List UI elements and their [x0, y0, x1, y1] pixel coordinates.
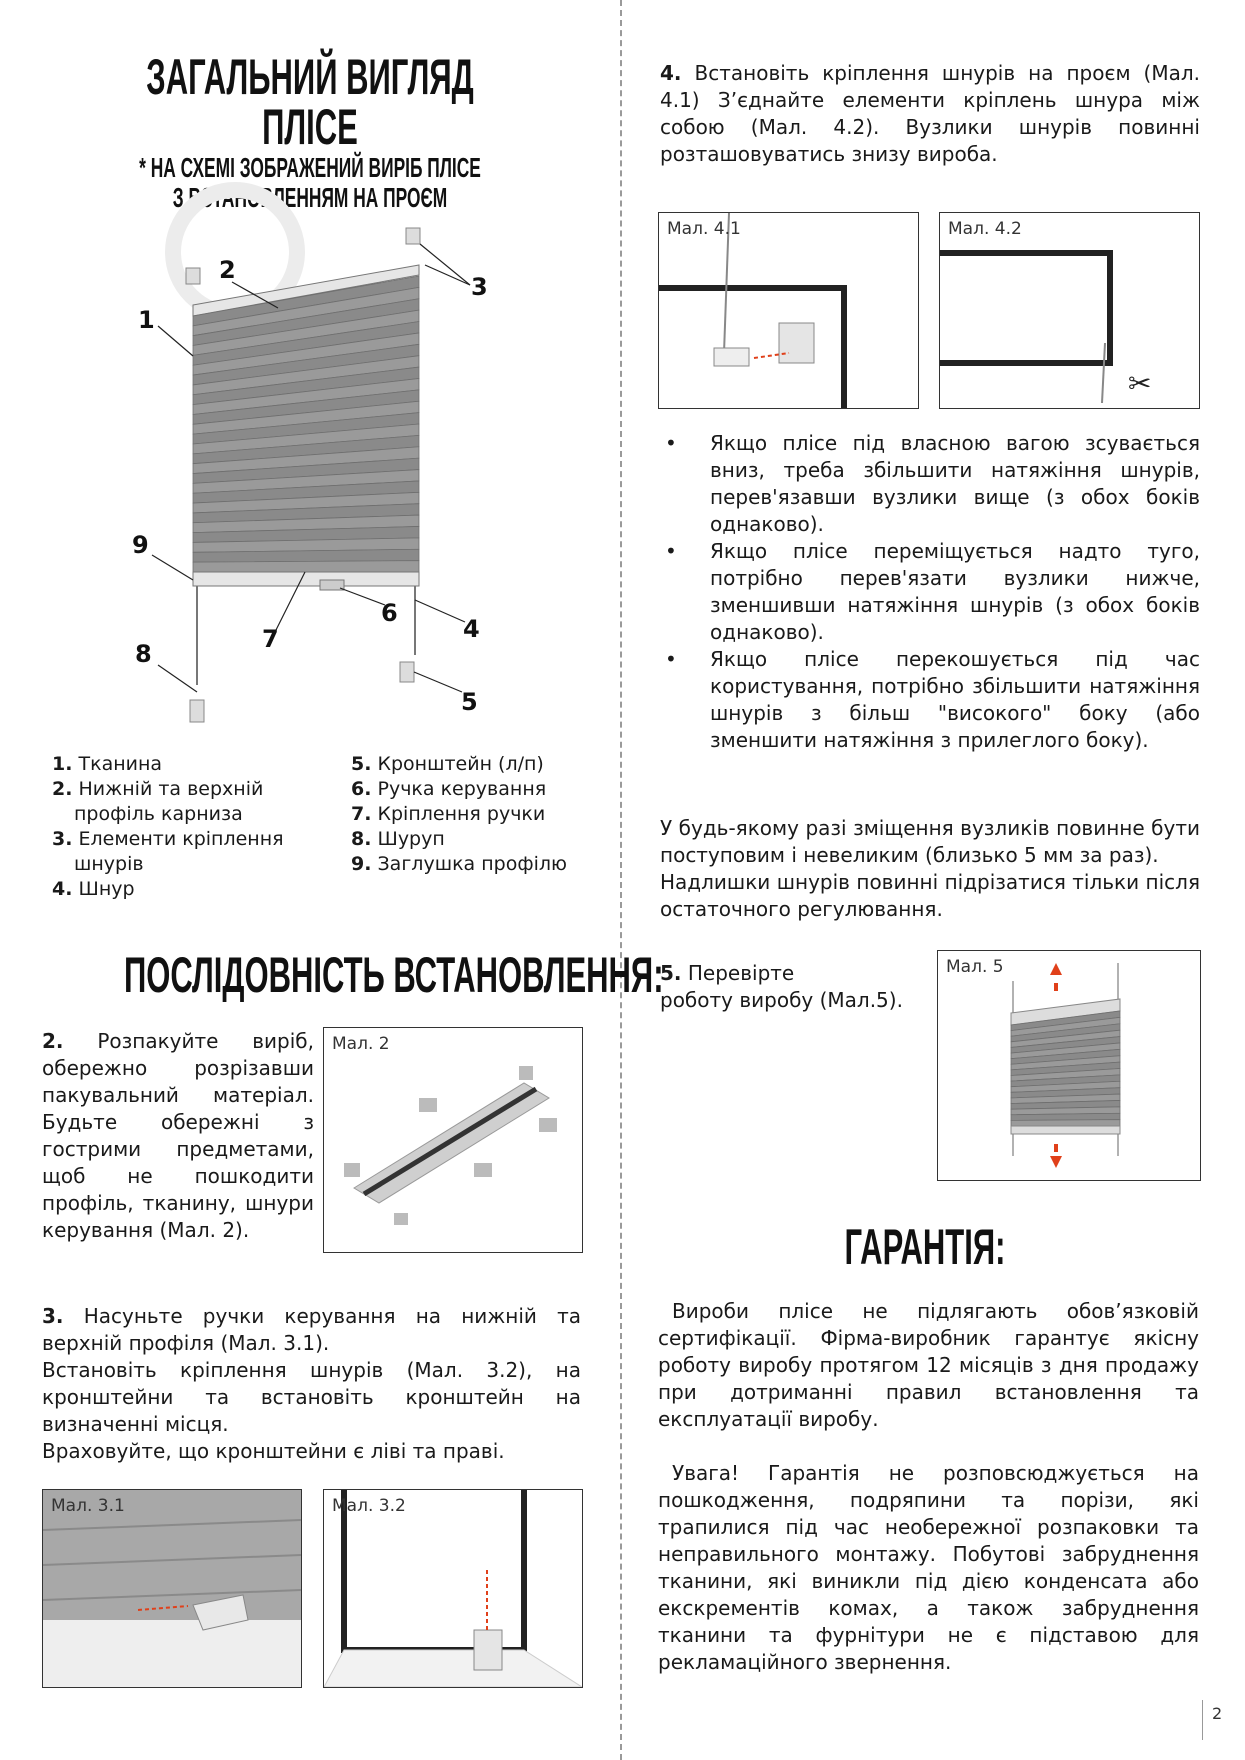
- figure-caption: Мал. 2: [332, 1034, 390, 1054]
- callout-4: 4: [463, 615, 480, 643]
- pleat: [193, 561, 419, 572]
- step-5-text: 5. Перевірте роботу виробу (Мал.5).: [660, 961, 903, 1012]
- figure-caption: Мал. 4.1: [667, 219, 741, 239]
- cord-mount-illustration: [659, 213, 918, 408]
- handle-on-profile-illustration: [43, 1490, 301, 1687]
- adjustment-bullets: [665, 430, 1200, 754]
- bracket-right: [400, 662, 414, 682]
- adjustment-note: У будь-якому разі зміщення вузликів повинне бути поступовим і невеликим (близько 5 мм за раз). Надлишки шнурів повинні підрізатися тільки після остаточного регулювання.: [660, 816, 1200, 921]
- figure-caption: Мал. 3.1: [51, 1496, 125, 1516]
- scissors-icon: ✂: [1128, 367, 1152, 400]
- legend-item: 7. Кріплення ручки: [351, 803, 546, 825]
- warranty-title: ГАРАНТІЯ:: [844, 1219, 1006, 1275]
- step-3-text: 3. Насуньте ручки керування на нижній та верхній профіля (Мал. 3.1). Встановіть кріплення шнурів (Мал. 3.2), на кронштейни та встановіть кронштейн на визначенні місця. Враховуйте, що кронштейни є ліві та праві.: [42, 1304, 581, 1463]
- figure-4-1: [658, 212, 919, 409]
- note-line: З ВСТАНОВЛЕННЯМ НА ПРОЄМ: [172, 182, 448, 213]
- step-2-text: 2. Розпакуйте виріб, обережно розрізавши пакувальний матеріал. Будьте обережні з гострими предметами, щоб не пошкодити профіль, тканину, шнури керування (Мал. 2).: [42, 1029, 314, 1242]
- pleat: [1011, 1120, 1120, 1126]
- callout-6: 6: [381, 599, 398, 627]
- figure-5: [937, 950, 1201, 1181]
- legend-right: [351, 752, 611, 877]
- page-number-rule: [1202, 1700, 1203, 1740]
- callout-8: 8: [135, 640, 152, 668]
- legend-item: 2. Нижній та верхній: [52, 778, 264, 800]
- callout-3: 3: [471, 273, 488, 301]
- arrow-down-icon: [1050, 1156, 1062, 1168]
- figure-4-2: [939, 212, 1200, 409]
- title-line: ПЛІСЕ: [262, 99, 358, 155]
- bullet-item: • Якщо плісе перекошується під час користування, потрібно збільшити натяжіння шнурів з більш "високого" боку (або зменшити натяжіння з прилеглого боку).: [665, 647, 1200, 752]
- legend-item: 1. Тканина: [52, 753, 163, 775]
- plisse-overview-diagram: [0, 0, 620, 760]
- callout-1: 1: [138, 306, 155, 334]
- page-number: 2: [1212, 1704, 1223, 1723]
- legend-item-cont: профіль карниза: [74, 803, 243, 825]
- legend-left: [52, 752, 322, 902]
- figure-2: [323, 1027, 583, 1253]
- figure-caption: Мал. 3.2: [332, 1496, 406, 1516]
- legend-item: 8. Шуруп: [351, 828, 445, 850]
- legend-item: 4. Шнур: [52, 878, 135, 900]
- bottom-profile: [193, 572, 419, 586]
- bullet-item: • Якщо плісе під власною вагою зсувається вниз, треба збільшити натяжіння шнурів, перев'язавши вузлики вище (з обох боків однаково).: [665, 431, 1200, 536]
- callout-9: 9: [132, 531, 149, 559]
- fabric: [1011, 1011, 1120, 1126]
- legend-item: 9. Заглушка профілю: [351, 853, 568, 875]
- cord-cut-illustration: [940, 213, 1199, 408]
- figure-caption: Мал. 5: [946, 957, 1004, 977]
- bracket-left: [190, 700, 204, 722]
- fabric: [193, 276, 419, 572]
- column-divider: [620, 0, 622, 1760]
- legend-item: 5. Кронштейн (л/п): [351, 753, 544, 775]
- operation-check-illustration: [938, 951, 1200, 1180]
- legend-item-cont: шнурів: [74, 853, 144, 875]
- step-4-text: 4. Встановіть кріплення шнурів на проєм (Мал. 4.1) З’єднайте елементи кріплень шнура між собою (Мал. 4.2). Вузлики шнурів повинні розташовуватись знизу вироба.: [660, 61, 1201, 166]
- figure-3-1: [42, 1489, 302, 1688]
- legend-item: 3. Елементи кріплення: [52, 828, 284, 850]
- unpacked-product-illustration: [324, 1028, 582, 1252]
- callout-7: 7: [262, 625, 279, 653]
- installation-title: ПОСЛІДОВНІСТЬ ВСТАНОВЛЕННЯ:: [124, 947, 664, 1003]
- figure-caption: Мал. 4.2: [948, 219, 1022, 239]
- bullet-item: • Якщо плісе переміщується надто туго, потрібно перев'язати вузлики нижче, зменшивши натяжіння шнурів (з обох боків однаково).: [665, 539, 1200, 644]
- pleat: [1011, 1113, 1120, 1120]
- callout-5: 5: [461, 688, 478, 716]
- arrow-up-icon: [1050, 963, 1062, 975]
- cord-fixing-illustration: [324, 1490, 582, 1687]
- warranty-paragraph: Вироби плісе не підлягають обов’язковій сертифікації. Фірма-виробник гарантує якісну роботу виробу протягом 12 місяців з дня продажу при дотриманні правил встановлення та експлуатації виробу.: [658, 1299, 1199, 1431]
- callout-2: 2: [219, 256, 236, 284]
- legend-item: 6. Ручка керування: [351, 778, 547, 800]
- warranty-exclusions: Увага! Гарантія не розповсюджується на пошкодження, подряпини та порізи, які трапилися під час необережної розпаковки та неправильного монтажу. Побутові забруднення тканини, які виникли під дією конденсата або екскрементів комах, а також забруднення тканини та фурнітури не є підставою для рекламаційного звернення.: [658, 1461, 1199, 1674]
- figure-3-2: [323, 1489, 583, 1688]
- title-line: ЗАГАЛЬНИЙ ВИГЛЯД: [146, 49, 474, 105]
- note-line: * НА СХЕМІ ЗОБРАЖЕНИЙ ВИРІБ ПЛІСЕ: [139, 152, 481, 183]
